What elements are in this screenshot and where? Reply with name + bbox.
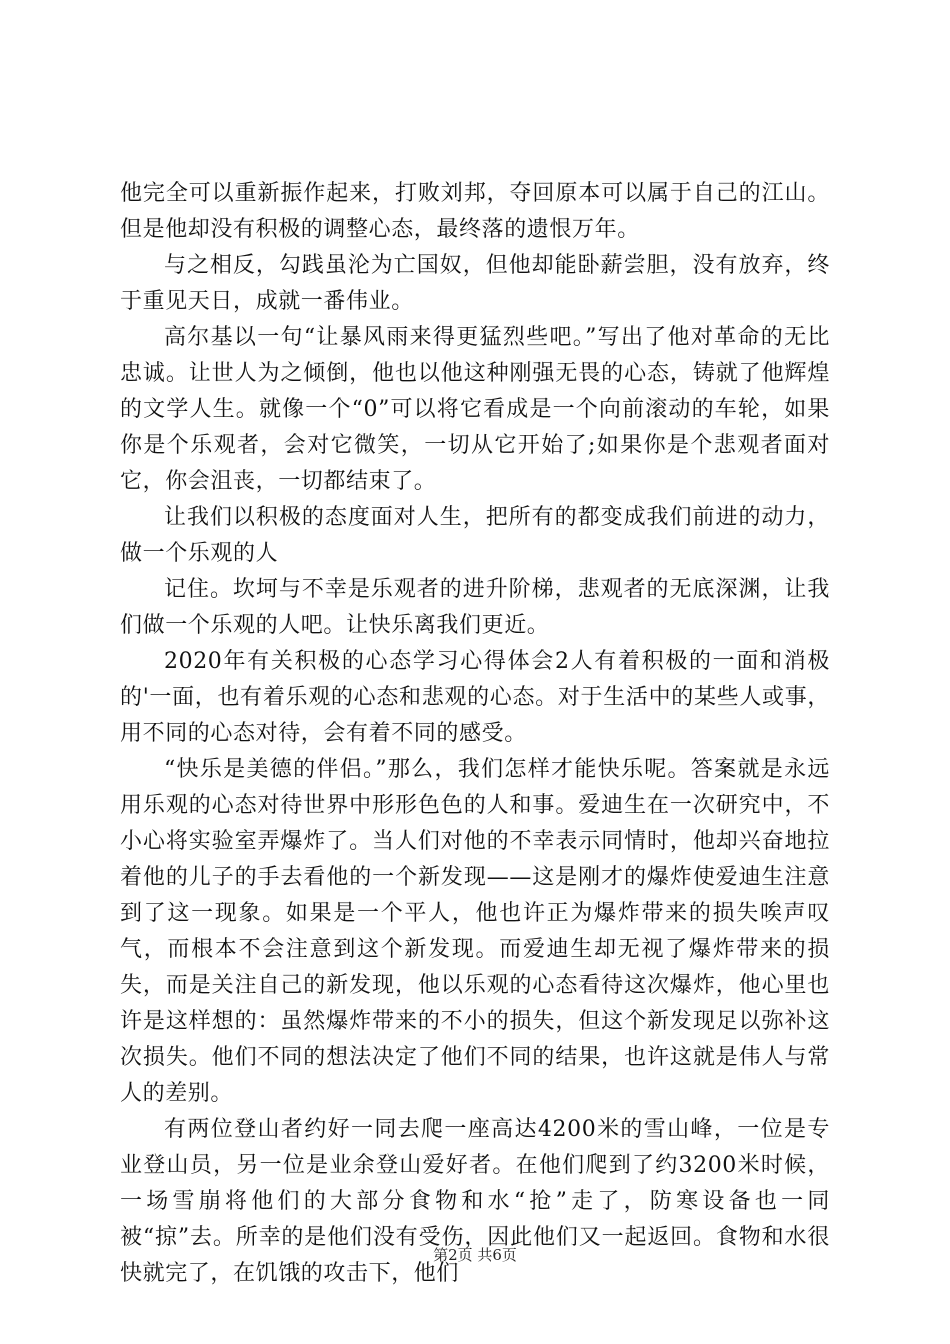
- paragraph: 有两位登山者约好一同去爬一座高达4200米的雪山峰，一位是专业登山员，另一位是业余登山爱好者。在他们爬到了约3200米时候，一场雪崩将他们的大部分食物和水“抢”走了，防寒设备也一同被“掠”去。所幸的是他们没有受伤，因此他们又一起返回。食物和水很快就完了，在饥饿的攻击下，他们: [120, 1117, 830, 1286]
- paragraph: 让我们以积极的态度面对人生，把所有的都变成我们前进的动力，做一个乐观的人: [120, 505, 830, 566]
- paragraph: 高尔基以一句“让暴风雨来得更猛烈些吧。”写出了他对革命的无比忠诚。让世人为之倾倒，他也以他这种刚强无畏的心态，铸就了他辉煌的文学人生。就像一个“0”可以将它看成是一个向前滚动的车轮，如果你是个乐观者，会对它微笑，一切从它开始了;如果你是个悲观者面对它，你会沮丧，一切都结束了。: [120, 325, 830, 494]
- paragraph: 2020年有关积极的心态学习心得体会2人有着积极的一面和消极的'一面，也有着乐观的心态和悲观的心态。对于生活中的某些人或事，用不同的心态对待，会有着不同的感受。: [120, 649, 830, 746]
- document-body: [120, 176, 830, 1292]
- page-number-footer: 第2页 共6页: [433, 1246, 517, 1264]
- paragraph: “快乐是美德的伴侣。”那么，我们怎样才能快乐呢。答案就是永远用乐观的心态对待世界中形形色色的人和事。爱迪生在一次研究中，不小心将实验室弄爆炸了。当人们对他的不幸表示同情时，他却兴奋地拉着他的儿子的手去看他的一个新发现——这是刚才的爆炸使爱迪生注意到了这一现象。如果是一个平人，他也许正为爆炸带来的损失唉声叹气，而根本不会注意到这个新发现。而爱迪生却无视了爆炸带来的损失，而是关注自己的新发现，他以乐观的心态看待这次爆炸，他心里也许是这样想的：虽然爆炸带来的不小的损失，但这个新发现足以弥补这次损失。他们不同的想法决定了他们不同的结果，也许这就是伟人与常人的差别。: [120, 757, 830, 1106]
- paragraph: 他完全可以重新振作起来，打败刘邦，夺回原本可以属于自己的江山。但是他却没有积极的调整心态，最终落的遗恨万年。: [120, 181, 830, 242]
- paragraph: 与之相反，勾践虽沦为亡国奴，但他却能卧薪尝胆，没有放弃，终于重见天日，成就一番伟业。: [120, 253, 830, 314]
- paragraph: 记住。坎坷与不幸是乐观者的进升阶梯，悲观者的无底深渊，让我们做一个乐观的人吧。让快乐离我们更近。: [120, 577, 830, 638]
